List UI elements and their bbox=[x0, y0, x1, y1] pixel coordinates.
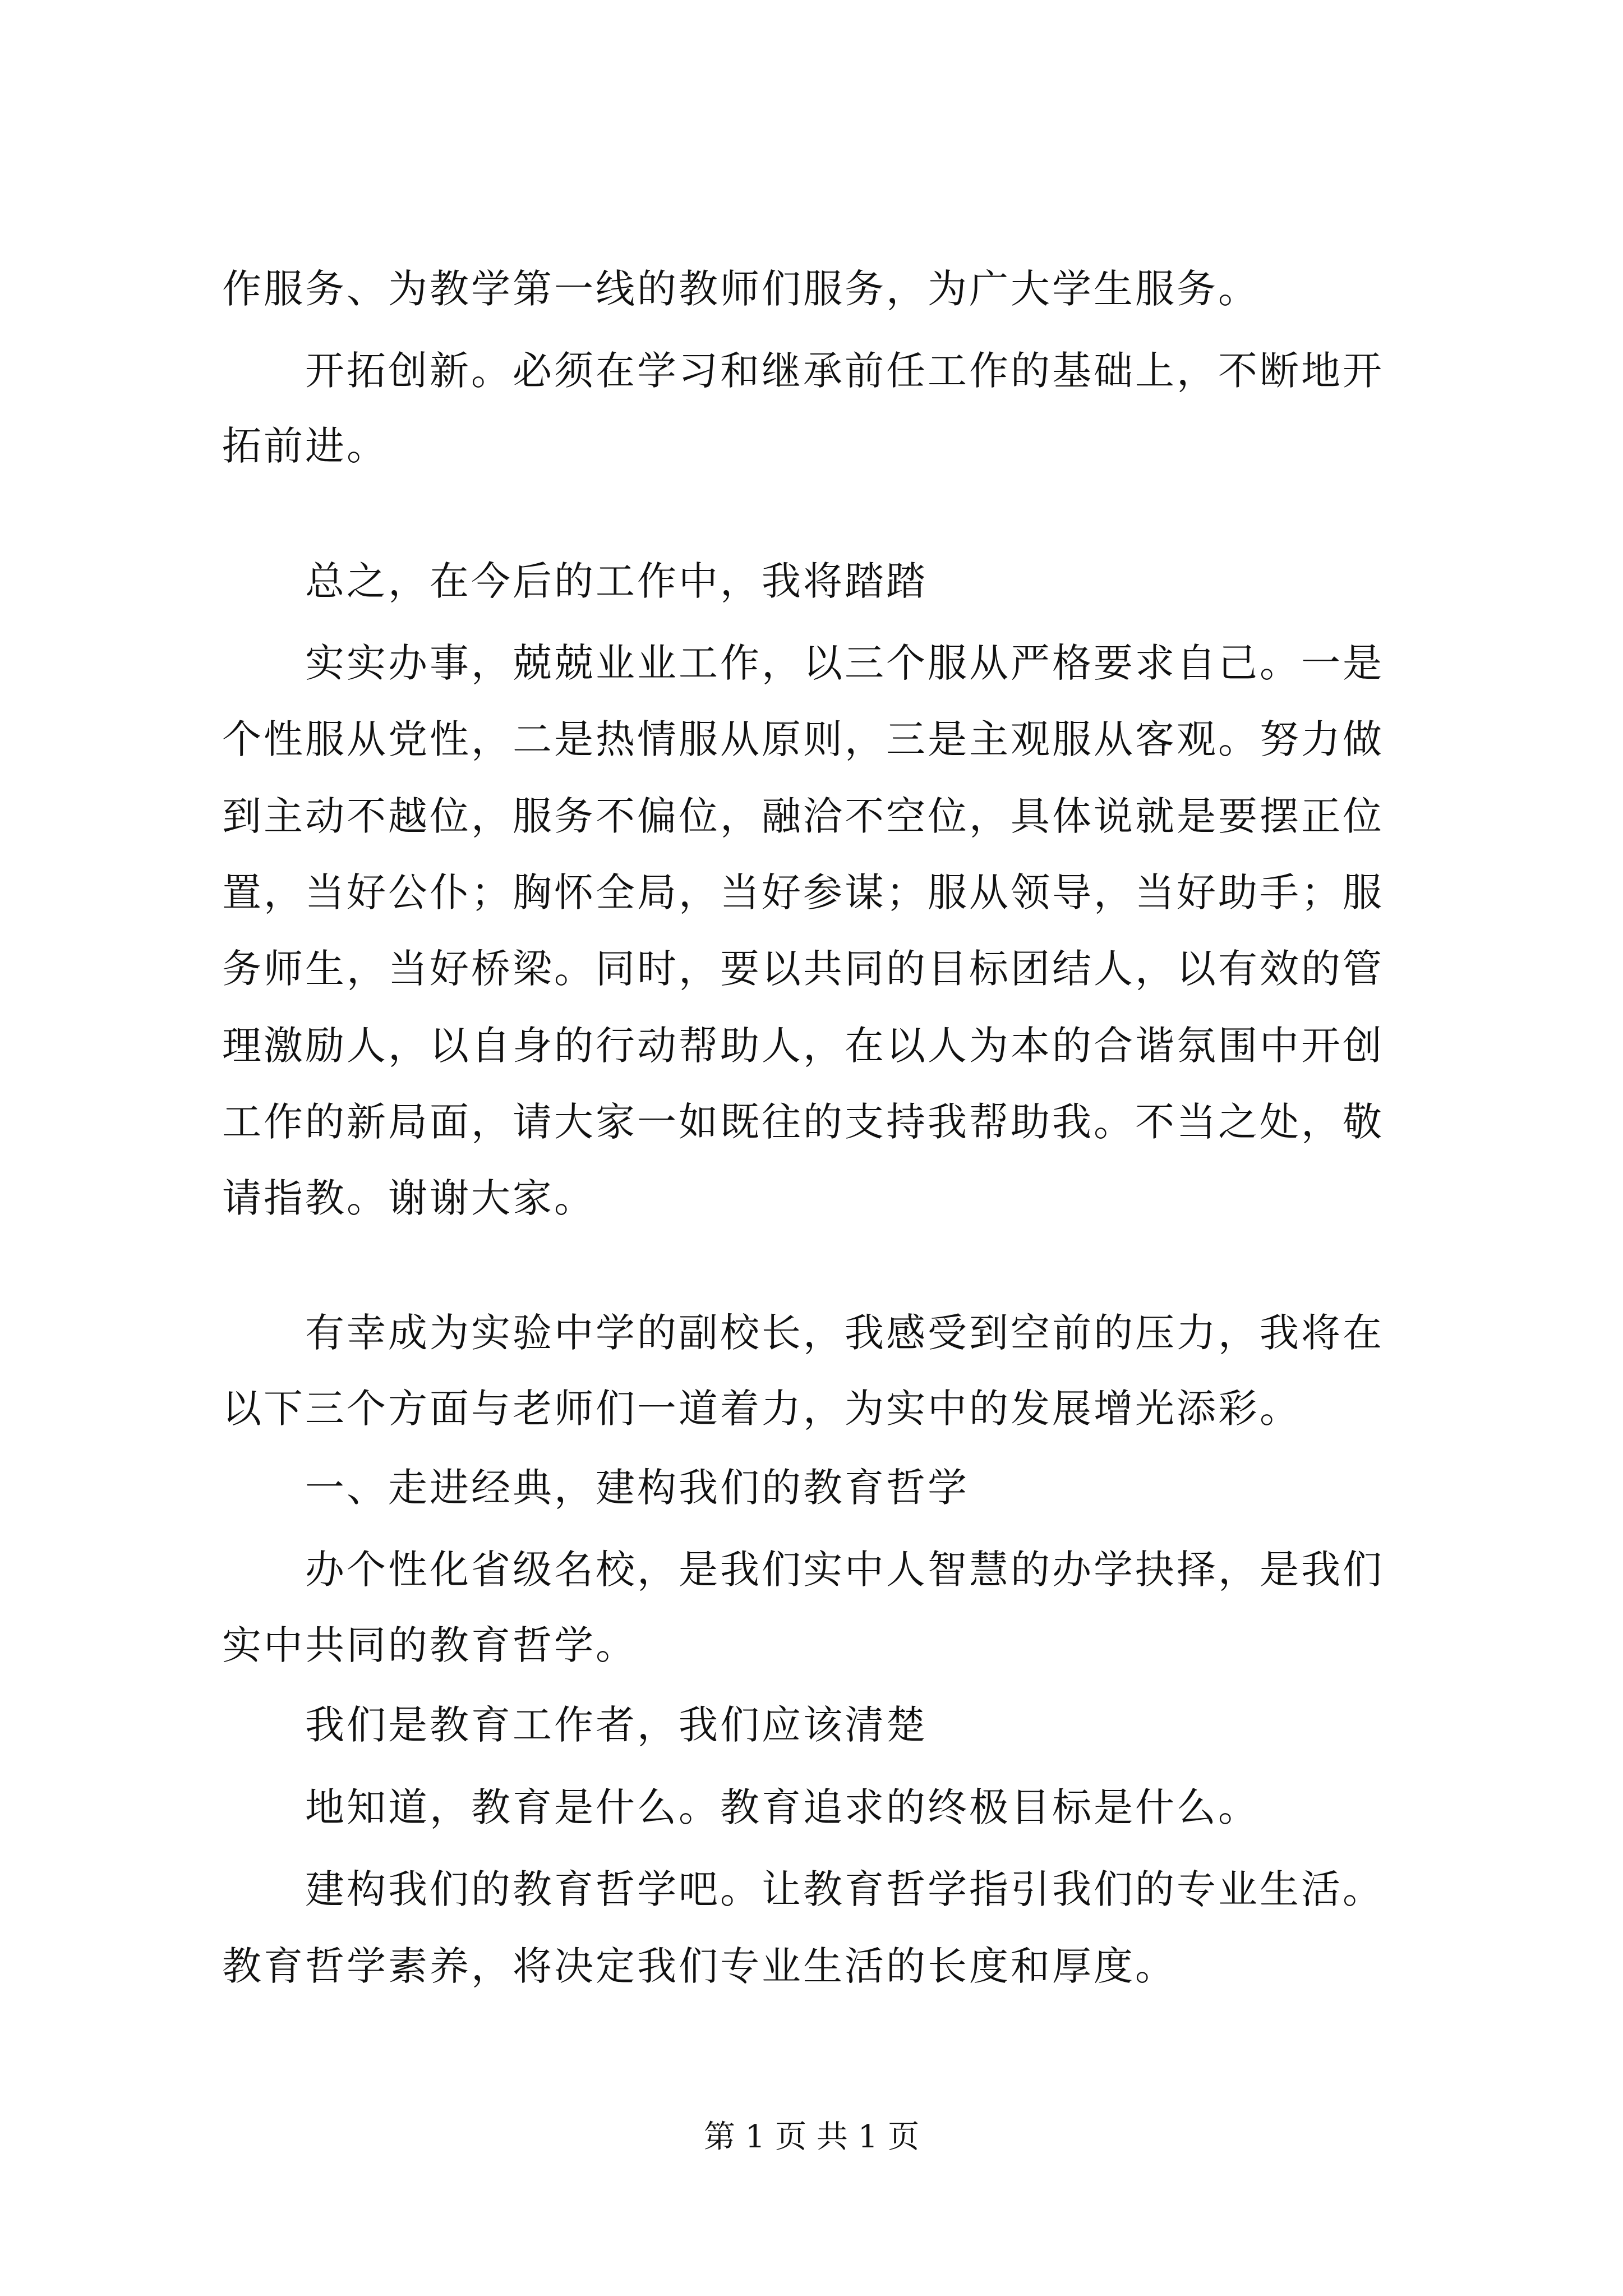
text-line: 到主动不越位，服务不偏位，融洽不空位，具体说就是要摆正位 bbox=[222, 793, 1384, 839]
text-line: 一、走进经典，建构我们的教育哲学 bbox=[305, 1465, 969, 1511]
text-line: 建构我们的教育哲学吧。让教育哲学指引我们的专业生活。 bbox=[305, 1866, 1384, 1912]
text-line: 办个性化省级名校，是我们实中人智慧的办学抉择，是我们 bbox=[305, 1547, 1384, 1593]
text-line: 置，当好公仆；胸怀全局，当好参谋；服从领导，当好助手；服 bbox=[222, 869, 1384, 915]
text-line: 个性服从党性，二是热情服从原则，三是主观服从客观。努力做 bbox=[222, 716, 1384, 762]
text-line: 作服务、为教学第一线的教师们服务，为广大学生服务。 bbox=[222, 266, 1260, 312]
text-line: 地知道，教育是什么。教育追求的终极目标是什么。 bbox=[305, 1784, 1260, 1830]
page-number-footer: 第 1 页 共 1 页 bbox=[703, 2119, 920, 2155]
text-line: 我们是教育工作者，我们应该清楚 bbox=[305, 1702, 928, 1748]
text-line: 工作的新局面，请大家一如既往的支持我帮助我。不当之处，敬 bbox=[222, 1099, 1384, 1145]
text-line: 以下三个方面与老师们一道着力，为实中的发展增光添彩。 bbox=[222, 1386, 1301, 1432]
text-line: 理激励人，以自身的行动帮助人，在以人为本的合谐氛围中开创 bbox=[222, 1023, 1384, 1069]
text-line: 实实办事，兢兢业业工作，以三个服从严格要求自己。一是 bbox=[305, 640, 1384, 686]
text-line: 实中共同的教育哲学。 bbox=[222, 1622, 637, 1668]
text-line: 拓前进。 bbox=[222, 423, 388, 469]
text-line: 务师生，当好桥梁。同时，要以共同的目标团结人，以有效的管 bbox=[222, 946, 1384, 992]
text-line: 教育哲学素养，将决定我们专业生活的长度和厚度。 bbox=[222, 1943, 1177, 1989]
text-line: 开拓创新。必须在学习和继承前任工作的基础上，不断地开 bbox=[305, 348, 1384, 394]
text-line: 请指教。谢谢大家。 bbox=[222, 1175, 596, 1221]
text-line: 有幸成为实验中学的副校长，我感受到空前的压力，我将在 bbox=[305, 1310, 1384, 1356]
text-line: 总之，在今后的工作中，我将踏踏 bbox=[305, 558, 928, 604]
